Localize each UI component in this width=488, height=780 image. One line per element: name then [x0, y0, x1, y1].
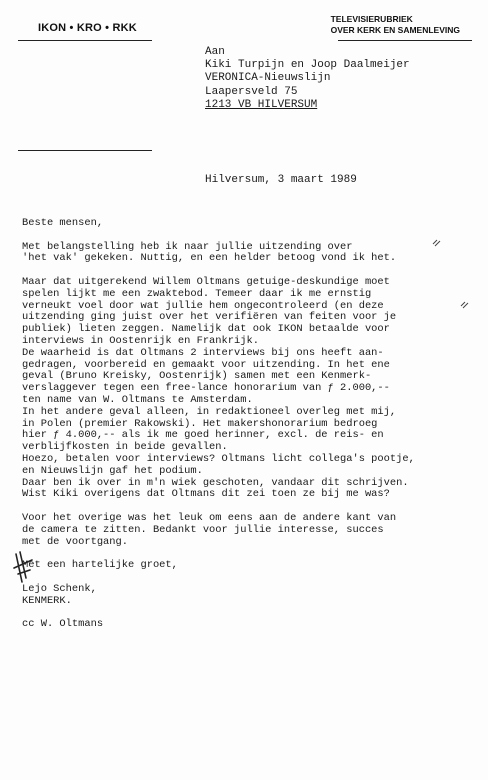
paragraph2-line: en Nieuwslijn gaf het podium. [22, 464, 203, 477]
rubriek-line-2: OVER KERK EN SAMENLEVING [330, 25, 460, 35]
paragraph1-line: 'het vak' gekeken. Nuttig, en een helder betoog vond ik het. [22, 252, 397, 265]
signature-name: Lejo Schenk, [22, 582, 97, 595]
closing: Met een hartelijke groet, [22, 559, 178, 572]
paragraph2-line: geval (Bruno Kreisky, Oostenrijk) samen met een Kenmerk- [22, 370, 372, 383]
paragraph3-line: de camera te zitten. Bedankt voor jullie interesse, succes [22, 523, 384, 536]
recipient-address [205, 46, 410, 112]
address-city: 1213 VB HILVERSUM [205, 98, 318, 111]
paragraph2-line: In het andere geval alleen, in redaktioneel overleg met mij, [22, 405, 397, 418]
paragraph2-line: De waarheid is dat Oltmans 2 interviews bij ons heeft aan- [22, 346, 384, 359]
paragraph2-line: in Polen (premier Rakowski). Het makershonorarium bedroeg [22, 417, 378, 430]
paragraph2-line: publiek) lieten zeggen. Namelijk dat ook IKON betaalde voor [22, 323, 390, 336]
header-rule-left [18, 40, 152, 41]
paragraph2-line: ten name van W. Oltmans te Amsterdam. [22, 393, 253, 406]
letter-date: Hilversum, 3 maart 1989 [205, 174, 357, 186]
paragraph2-line: verblijfkosten in beide gevallen. [22, 441, 228, 454]
cc-line: cc W. Oltmans [22, 618, 104, 631]
letterhead-brand: IKON • KRO • RKK [38, 22, 137, 34]
paragraph2-line: interviews in Oostenrijk en Frankrijk. [22, 334, 259, 347]
paragraph3-line: met de voortgang. [22, 535, 129, 548]
signature-scribble-icon [12, 548, 36, 588]
fold-rule [18, 150, 152, 151]
address-names: Kiki Turpijn en Joop Daalmeijer [205, 59, 410, 72]
paragraph3-line: Voor het overige was het leuk om eens aan de andere kant van [22, 511, 397, 524]
letterhead-rubriek [331, 14, 460, 36]
paragraph2-line: hier ƒ 4.000,-- als ik me goed herinner, excl. de reis- en [22, 429, 384, 442]
address-org: VERONICA-Nieuwslijn [205, 72, 331, 85]
paragraph2-line: Daar ben ik over in m'n wiek geschoten, vandaar dit schrijven. [22, 476, 409, 489]
signature-org: KENMERK. [22, 594, 72, 607]
paragraph2-line: spelen lijkt me een zwaktebod. Temeer daar ik me ernstig [22, 287, 372, 300]
paragraph2-line: verneukt voel door wat jullie hem ongecontroleerd (en deze [22, 299, 384, 312]
address-street: Laapersveld 75 [205, 85, 298, 98]
address-to: Aan [205, 46, 225, 58]
margin-tick-mark [460, 300, 470, 313]
rubriek-line-1: TELEVISIERUBRIEK [330, 14, 413, 24]
paragraph2-line: Wist Kiki overigens dat Oltmans dit zei toen ze bij me was? [22, 488, 390, 501]
salutation: Beste mensen, [22, 217, 104, 229]
paragraph2-line: verslaggever tegen een free-lance honorarium van ƒ 2.000,-- [22, 382, 390, 395]
header-rule-right [338, 40, 472, 41]
paragraph2-line: uitzending ging juist over het verifiëren van feiten voor je [22, 311, 397, 324]
letter-body [22, 218, 472, 631]
paragraph2-line: Hoezo, betalen voor interviews? Oltmans licht collega's pootje, [22, 452, 415, 465]
paragraph2-line: Maar dat uitgerekend Willem Oltmans getuige-deskundige moet [22, 275, 390, 288]
margin-tick-mark [432, 238, 442, 251]
paragraph1-line: Met belangstelling heb ik naar jullie uitzending over [22, 240, 353, 253]
paragraph2-line: gedragen, voorbereid en gemaakt voor uitzending. In het ene [22, 358, 390, 371]
